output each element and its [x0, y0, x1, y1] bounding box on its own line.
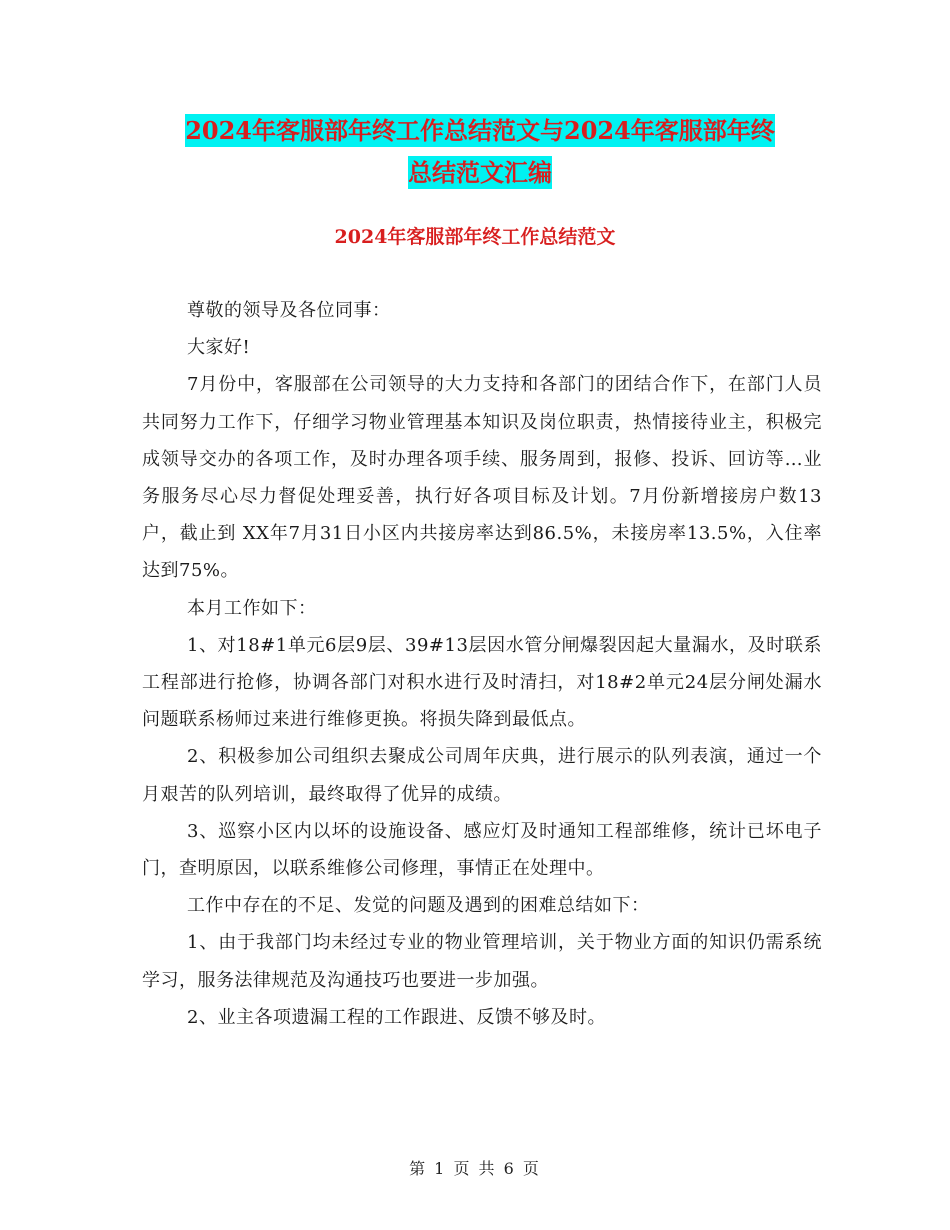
paragraph-work-item-3: 3、巡察小区内以坏的设施设备、感应灯及时通知工程部维修，统计已坏电子门，查明原因，以联系维修公司修理，事情正在处理中。: [142, 820, 822, 880]
paragraph-salutation: 尊敬的领导及各位同事：: [187, 300, 391, 321]
main-title-line2: 总结范文汇编: [408, 158, 552, 187]
document-body: [142, 292, 822, 1036]
page-footer: 第 1 页 共 6 页: [409, 1159, 541, 1178]
paragraph-summary: 7月份中，客服部在公司领导的大力支持和各部门的团结合作下，在部门人员共同努力工作下，仔细学习物业管理基本知识及岗位职责，热情接待业主，积极完成领导交办的各项工作，及时办理各项手续、服务周到，报修、投诉、回访等…业务服务尽心尽力督促处理妥善，执行好各项目标及计划。7月份新增接房户数13户，截止到 XX年7月31日小区内共接房率达到86.5%，未接房率13.5%，入住率达到75%。: [142, 374, 822, 582]
main-title: [150, 110, 810, 194]
paragraph-issues-heading: 工作中存在的不足、发觉的问题及遇到的困难总结如下：: [187, 895, 650, 917]
paragraph-greeting: 大家好!: [187, 337, 251, 359]
main-title-line1: 2024年客服部年终工作总结范文与2024年客服部年终: [185, 116, 775, 145]
paragraph-issue-2: 2、业主各项遗漏工程的工作跟进、反馈不够及时。: [187, 1006, 606, 1028]
paragraph-work-item-1: 1、对18#1单元6层9层、39#13层因水管分闸爆裂因起大量漏水，及时联系工程部进行抢修，协调各部门对积水进行及时清扫，对18#2单元24层分闸处漏水问题联系杨师过来进行维修更换。将损失降到最低点。: [142, 634, 822, 731]
paragraph-work-item-2: 2、积极参加公司组织去聚成公司周年庆典，进行展示的队列表演，通过一个月艰苦的队列培训，最终取得了优异的成绩。: [142, 746, 822, 805]
paragraph-issue-1: 1、由于我部门均未经过专业的物业管理培训，关于物业方面的知识仍需系统学习，服务法律规范及沟通技巧也要进一步加强。: [142, 932, 822, 991]
paragraph-work-heading: 本月工作如下：: [187, 597, 317, 619]
section-title: 2024年客服部年终工作总结范文: [334, 226, 616, 248]
